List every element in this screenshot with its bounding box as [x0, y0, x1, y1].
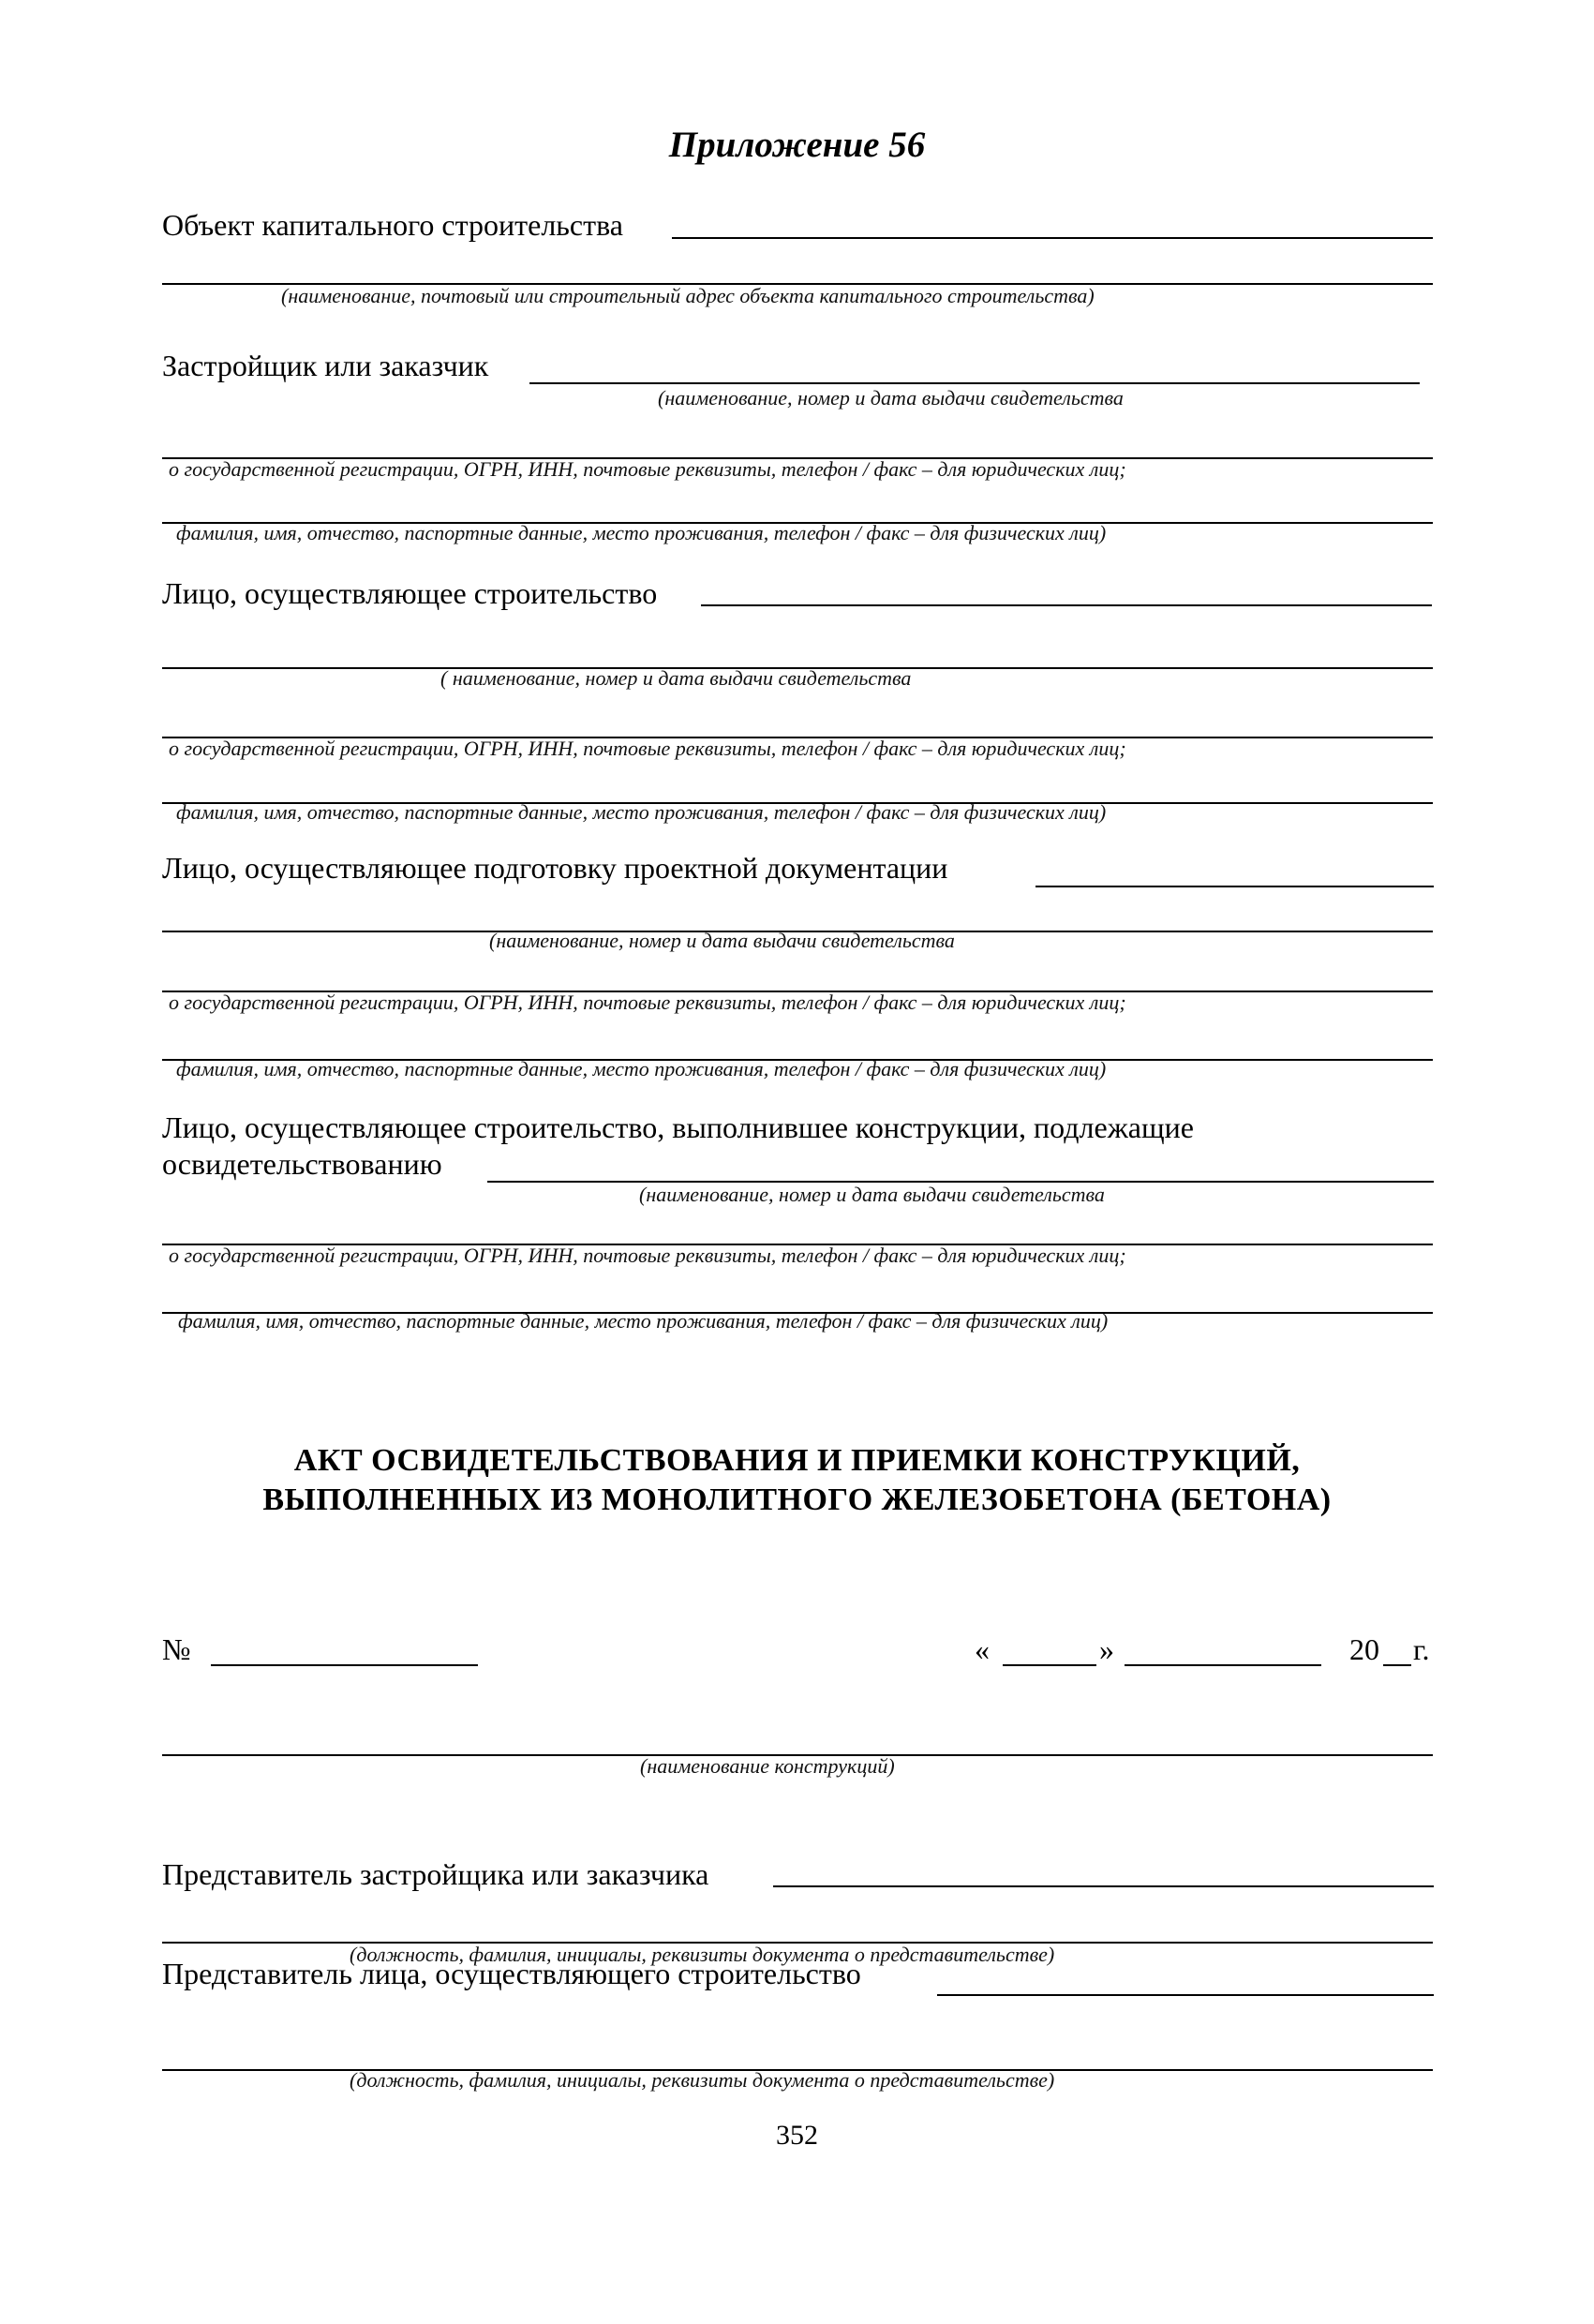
builder-hint-2: о государственной регистрации, ОГРН, ИНН, почтовые реквизиты, телефон / факс – для юридических лиц;: [169, 737, 1126, 760]
developer-hint-1: (наименование, номер и дата выдачи свидетельства: [658, 386, 1124, 410]
designer-label: Лицо, осуществляющее подготовку проектной документации: [162, 851, 948, 885]
date-quote-open: «: [975, 1632, 990, 1666]
object-field-line[interactable]: [672, 237, 1433, 239]
rep-builder-hint: (должность, фамилия, инициалы, реквизиты документа о представительстве): [350, 2068, 1055, 2092]
contractor-label-2: освидетельствованию: [162, 1147, 442, 1181]
act-title-line-1: АКТ ОСВИДЕТЕЛЬСТВОВАНИЯ И ПРИЕМКИ КОНСТРУКЦИЙ,: [293, 1443, 1301, 1478]
contractor-hint-1: (наименование, номер и дата выдачи свидетельства: [639, 1183, 1105, 1206]
act-number-sign: №: [162, 1632, 191, 1666]
act-title-line-2: ВЫПОЛНЕННЫХ ИЗ МОНОЛИТНОГО ЖЕЛЕЗОБЕТОНА (БЕТОНА): [262, 1482, 1332, 1517]
builder-field-line[interactable]: [701, 604, 1432, 606]
rep-builder-label: Представитель лица, осуществляющего строительство: [162, 1957, 861, 1990]
object-label: Объект капитального строительства: [162, 208, 623, 242]
builder-hint-1: ( наименование, номер и дата выдачи свидетельства: [440, 666, 912, 690]
act-number-field[interactable]: [211, 1664, 478, 1666]
designer-field-line[interactable]: [1035, 886, 1434, 887]
rep-developer-label: Представитель застройщика или заказчика: [162, 1857, 709, 1891]
developer-field-line[interactable]: [529, 382, 1420, 384]
rep-developer-field-line[interactable]: [773, 1885, 1434, 1887]
page-number: 352: [776, 2120, 818, 2151]
date-day-field[interactable]: [1003, 1664, 1096, 1666]
date-year-suffix: г.: [1413, 1632, 1430, 1666]
developer-hint-3: фамилия, имя, отчество, паспортные данные, место проживания, телефон / факс – для физических лиц): [176, 521, 1107, 544]
contractor-hint-2: о государственной регистрации, ОГРН, ИНН, почтовые реквизиты, телефон / факс – для юридических лиц;: [169, 1244, 1126, 1267]
object-hint: (наименование, почтовый или строительный адрес объекта капитального строительства): [281, 284, 1095, 307]
designer-hint-2: о государственной регистрации, ОГРН, ИНН, почтовые реквизиты, телефон / факс – для юридических лиц;: [169, 991, 1126, 1014]
rep-builder-field-line[interactable]: [937, 1994, 1434, 1996]
designer-hint-1: (наименование, номер и дата выдачи свидетельства: [489, 929, 955, 952]
date-year-field[interactable]: [1383, 1664, 1411, 1666]
contractor-hint-3: фамилия, имя, отчество, паспортные данные, место проживания, телефон / факс – для физических лиц): [178, 1309, 1109, 1333]
builder-hint-3: фамилия, имя, отчество, паспортные данные, место проживания, телефон / факс – для физических лиц): [176, 800, 1107, 824]
developer-label: Застройщик или заказчик: [162, 349, 489, 382]
developer-hint-2: о государственной регистрации, ОГРН, ИНН, почтовые реквизиты, телефон / факс – для юридических лиц;: [169, 457, 1126, 481]
builder-label: Лицо, осуществляющее строительство: [162, 576, 658, 610]
rep-developer-hint: (должность, фамилия, инициалы, реквизиты документа о представительстве): [350, 1943, 1055, 1966]
date-year-prefix: 20: [1349, 1632, 1379, 1666]
designer-hint-3: фамилия, имя, отчество, паспортные данные, место проживания, телефон / факс – для физических лиц): [176, 1057, 1107, 1080]
construction-name-hint: (наименование конструкций): [640, 1754, 895, 1778]
date-month-field[interactable]: [1125, 1664, 1321, 1666]
date-quote-close: »: [1099, 1632, 1114, 1666]
contractor-label-1: Лицо, осуществляющее строительство, выполнившее конструкции, подлежащие: [162, 1110, 1194, 1144]
appendix-title: Приложение 56: [668, 125, 926, 165]
